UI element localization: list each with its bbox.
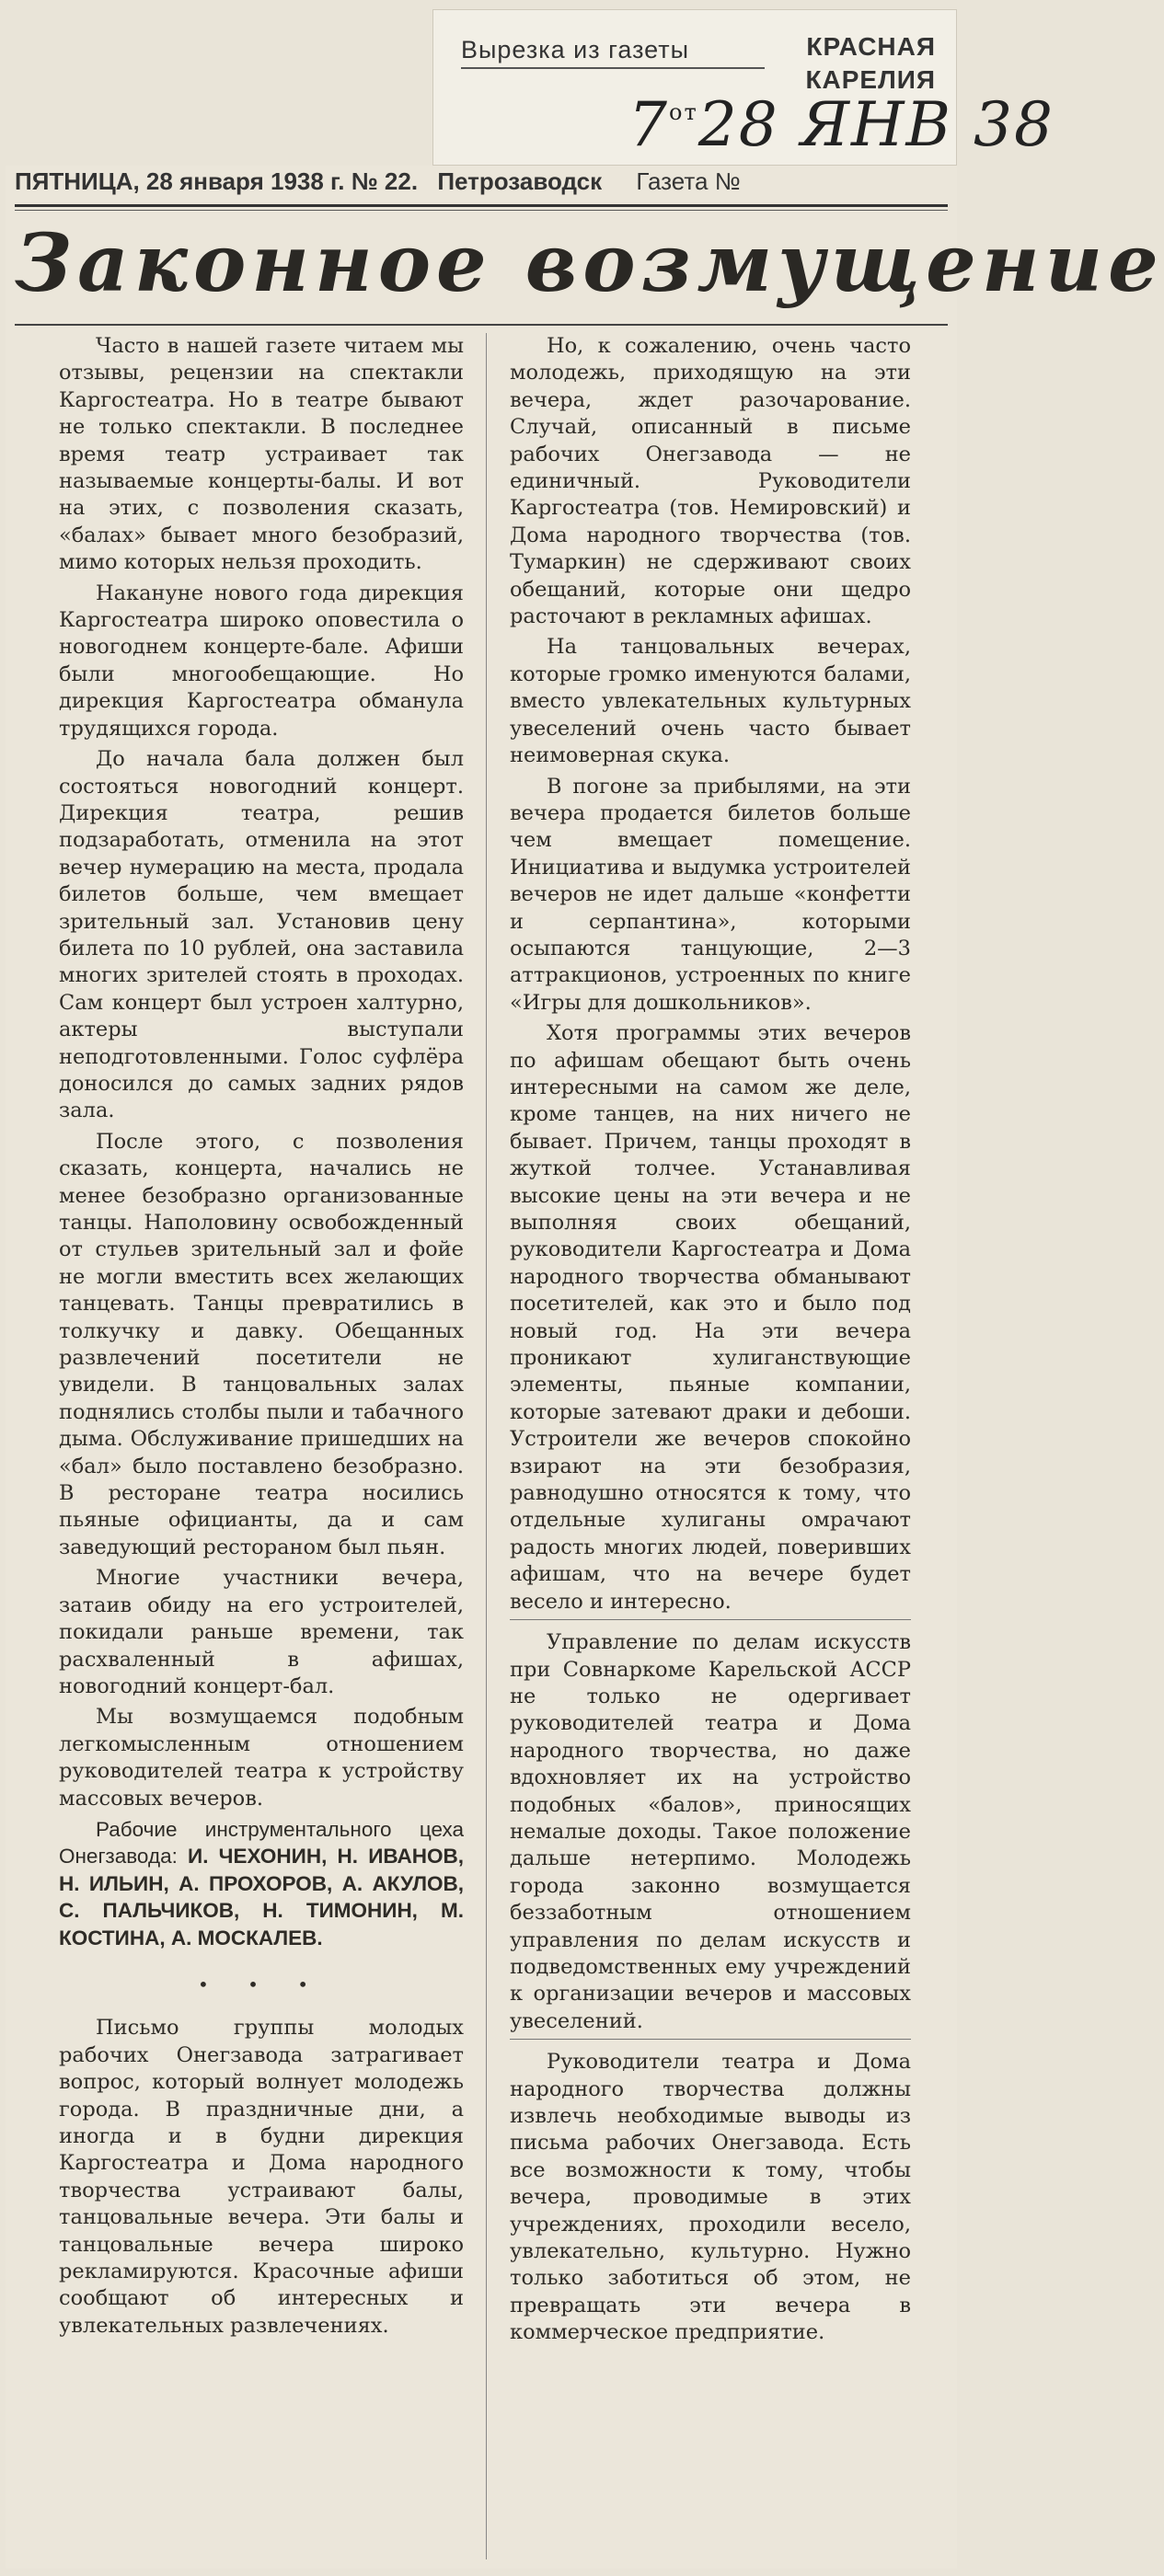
- left-column: [59, 333, 464, 2343]
- paragraph: В погоне за прибылями, на эти вечера продается билетов больше чем вмещает помещение. Инициатива и выдумка устроителей вечеров не идет дальше «конфетти и серпантина», которыми осыпаются танцующие, 2—3 аттракционов, устроенных по книге «Игры для дошкольников».: [510, 774, 911, 1015]
- paragraph-rule: [510, 2039, 911, 2040]
- paragraph: На танцовальных вечерах, которые громко именуются балами, вместо увлекательных культурных увеселений очень часто бывает неимоверная скука.: [510, 635, 911, 768]
- stamp-day: 7: [628, 89, 669, 160]
- stamp-from: от: [669, 99, 698, 125]
- paragraph: После этого, с позволения сказать, концерта, начались не менее безобразно организованные танцы. Наполовину освобожденный от стульев зрительный зал и фойе не могли вместить всех желающих танцевать. Танцы превратились в толкучку и давку. Обещанных развлечений посетители не увидели. В танцовальных залах поднялись столбы пыли и табачного дыма. Обслуживание пришедших на «бал» было поставлено безобразно. В ресторане театра носились пьяные официанты, да и сам заведующий рестораном был пьян.: [59, 1129, 464, 1559]
- section-separator: • • •: [197, 1972, 326, 1995]
- paragraph: Многие участники вечера, затаив обиду на его устроителей, покидали раньше времени, так расхваленный в афишах, новогодний концерт-бал.: [59, 1566, 464, 1698]
- newspaper-clipping: [6, 166, 1164, 2569]
- clipping-source-label: Вырезка из газеты: [461, 36, 690, 63]
- paragraph: Хотя программы этих вечеров по афишам обещают быть очень интересными на самом же деле, кроме танцев, на них ничего не бывает. Причем, танцы проходят в жуткой толчее. Устанавливая высокие цены на эти вечера и не выполняя своих обещаний, руководители Каргостеатра и Дома народного творчества обманывают посетителей, как это и было под новый год. На эти вечера проникают хулиганствующие элементы, пьяные компании, которые затевают драки и дебоши. Устроители же вечеров спокойно взирают на эти безобразия, равнодушно относятся к тому, что отдельные хулиганы омрачают радость многих людей, поверивших афишам, что на вечере будет весело и интересно.: [510, 1021, 911, 1614]
- newspaper-name-line2: КАРЕЛИЯ: [805, 65, 936, 94]
- paragraph: До начала бала должен был состояться новогодний концерт. Дирекция театра, решив подзаработать, отменила на этот вечер нумерацию на места, продала билетов больше, чем вмещает зрительный зал. Установив цену билета по 10 рублей, она заставила многих зрителей стоять в проходах. Сам концерт был устроен халтурно, актеры выступали неподготовленными. Голос суфлёра доносился до самых задних рядов зала.: [59, 747, 464, 1123]
- paragraph: Письмо группы молодых рабочих Онегзавода затрагивает вопрос, который волнует молодежь города. В праздничные дни, а иногда и в будни дирекция Каргостеатра и Дома народного творчества устраивают балы, танцовальные вечера. Эти балы и танцовальные вечера широко рекламируются. Красочные афиши сообщают об интересных и увлекательных развлечениях.: [59, 2016, 464, 2338]
- newspaper-name: [805, 30, 936, 97]
- paragraph: Управление по делам искусств при Совнаркоме Карельской АССР не только не одергивает руководителей театра и Дома народного творчества, но даже вдохновляет их на устройство подобных «балов», приносящих немалые доходы. Такое положение дальше нетерпимо. Молодежь города законно возмущается беззаботным отношением управления по делам искусств и подведомственных ему учреждений к организации вечеров и массовых увеселений.: [510, 1630, 911, 2033]
- dateline-city: Петрозаводск: [437, 167, 603, 195]
- stamp-date: 28 ЯНВ 38: [697, 89, 1055, 160]
- gazeta-number-label: Газета №: [636, 167, 741, 195]
- date-stamp: [628, 89, 1055, 160]
- paragraph: Руководители театра и Дома народного творчества должны извлечь необходимые выводы из письма рабочих Онегзавода. Есть все возможности к тому, чтобы вечера, проводимые в этих учреждениях, проходили весело, увлекательно, культурно. Нужно только заботиться об этом, не превращать эти вечера в коммерческое предприятие.: [510, 2050, 911, 2345]
- dateline: [15, 167, 948, 196]
- archive-label-slip: [432, 9, 1055, 166]
- paragraph: Но, к сожалению, очень часто молодежь, приходящую на эти вечера, ждет разочарование. Случай, описанный в письме рабочих Онегзавода — не единичный. Руководители Каргостеатра (тов. Немировский) и Дома народного творчества (тов. Тумаркин) не сдерживают своих обещаний, которые они щедро расточают в рекламных афишах.: [510, 334, 911, 629]
- top-rule: [15, 204, 948, 207]
- slip-underline: [461, 67, 765, 69]
- paragraph-rule: [510, 1619, 911, 1620]
- right-column: [510, 333, 911, 2351]
- headline-rule: [15, 324, 948, 326]
- dateline-date: ПЯТНИЦА, 28 января 1938 г. № 22.: [15, 167, 419, 195]
- paragraph: Часто в нашей газете читаем мы отзывы, рецензии на спектакли Каргостеатра. Но в театре бывают не только спектакли. В последнее время театр устраивает так называемые концерты-балы. И вот на этих, с позволения сказать, «балах» бывает много безобразий, мимо которых нельзя проходить.: [59, 334, 464, 575]
- top-rule-thin: [15, 210, 948, 211]
- paragraph: Мы возмущаемся подобным легкомысленным отношением руководителей театра к устройству массовых вечеров.: [59, 1705, 464, 1811]
- signature-lead: Рабочие инструментального цеха Онегзавода:: [59, 1817, 464, 1869]
- letter-signature: [59, 1816, 464, 1951]
- column-divider: [486, 333, 487, 2559]
- article-title: Законное возмущение: [15, 217, 1164, 310]
- paragraph: Накануне нового года дирекция Каргостеатра широко оповестила о новогоднем концерте-бале. Афиши были многообещающие. Но дирекция Каргостеатра обманула трудящихся города.: [59, 581, 464, 741]
- newspaper-name-line1: КРАСНАЯ: [806, 32, 936, 61]
- signature-names: И. ЧЕХОНИН, Н. ИВАНОВ, Н. ИЛЬИН, А. ПРОХОРОВ, А. АКУЛОВ, С. ПАЛЬЧИКОВ, Н. ТИМОНИН, М. КОСТИНА, А. МОСКАЛЕВ.: [59, 1845, 464, 1949]
